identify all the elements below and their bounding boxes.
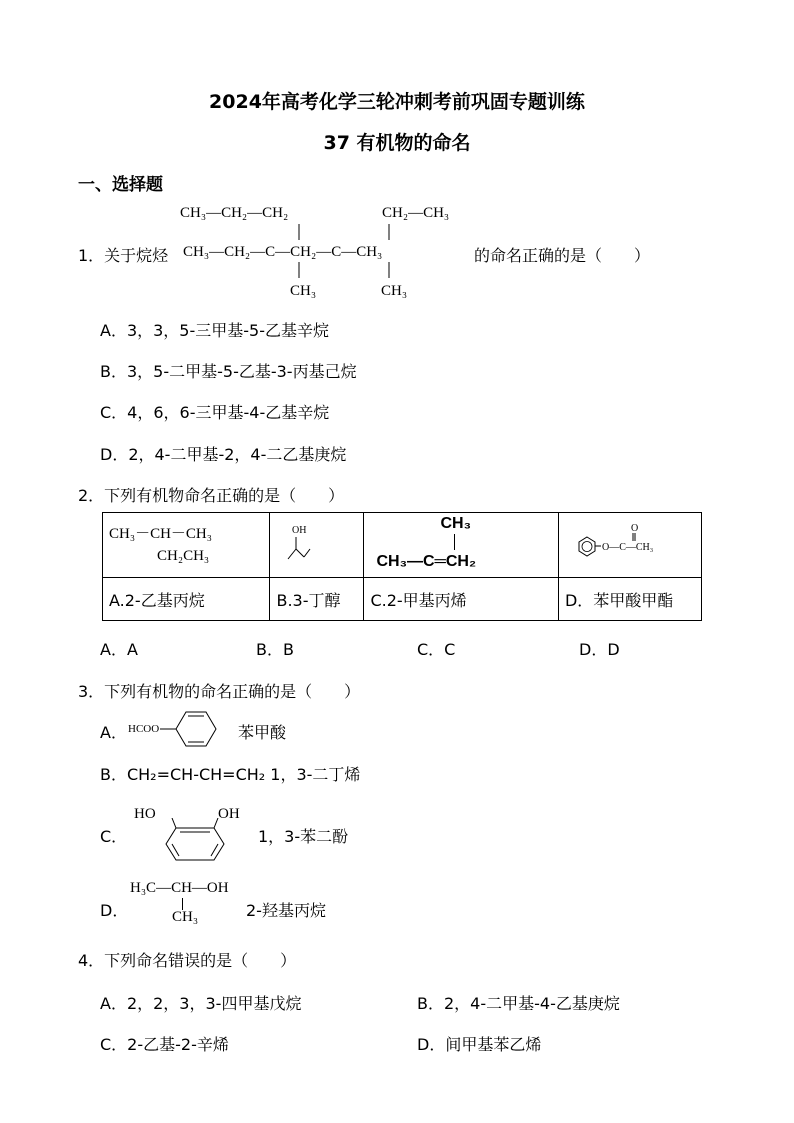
q2-c-top: CH₃ <box>440 515 471 532</box>
q4-option-b: B．2，4-二甲基-4-乙基庚烷 <box>417 994 620 1013</box>
q1-struct-main: CH₃—CH₂—C—CH₂—C—CH₃ <box>183 244 383 260</box>
q3-c-ho: HO <box>134 806 156 822</box>
q2-stem: 2．下列有机物命名正确的是（ ） <box>78 486 345 505</box>
q2-answer-b: B．B <box>256 640 294 659</box>
q2-c-bottom: CH₃—C═CH₂ <box>376 553 477 570</box>
page-subtitle: 37 有机物的命名 <box>323 132 471 154</box>
q2-a-line1: CH₃－CH－CH₃ <box>109 526 212 542</box>
q2-b-skeletal <box>276 513 356 573</box>
q2-cell-a-structure <box>103 513 270 578</box>
q4-option-a: A．2，2，3，3-四甲基戊烷 <box>100 994 302 1013</box>
q2-answer-c: C．C <box>417 640 456 659</box>
q1-struct-sub2: CH₃ <box>381 283 408 299</box>
q3-d-line1: H₃C—CH—OH <box>130 880 229 896</box>
q3-a-group: HCOO <box>128 723 160 735</box>
q3-a-benzene-ring <box>160 708 234 750</box>
q2-label-d: D．苯甲酸甲酯 <box>558 578 701 621</box>
q3-a-prefix: A． <box>100 723 127 742</box>
q2-options-table <box>102 512 702 621</box>
q2-b-oh: OH <box>292 525 307 536</box>
q2-a-line2: CH₂CH₃ <box>157 548 210 564</box>
q2-answer-d: D．D <box>579 640 620 659</box>
q3-c-benzene-ring <box>160 818 230 866</box>
q4-option-d: D．间甲基苯乙烯 <box>417 1035 542 1054</box>
q2-label-a: A.2-乙基丙烷 <box>103 578 270 621</box>
q1-struct-top-right: CH₂—CH₃ <box>382 205 450 221</box>
q3-stem: 3．下列有机物的命名正确的是（ ） <box>78 682 361 701</box>
q4-stem: 4．下列命名错误的是（ ） <box>78 951 297 970</box>
q2-cell-d-structure <box>558 513 701 578</box>
page-title: 2024年高考化学三轮冲刺考前巩固专题训练 <box>209 91 585 113</box>
q2-label-b: B.3-丁醇 <box>270 578 364 621</box>
q2-c-bond <box>454 534 455 550</box>
q3-d-line2: CH₃ <box>172 909 199 925</box>
q4-option-c: C．2-乙基-2-辛烯 <box>100 1035 229 1054</box>
q1-stem-suffix: 的命名正确的是（ ） <box>474 246 651 265</box>
q1-option-b: B．3，5-二甲基-5-乙基-3-丙基己烷 <box>100 362 357 381</box>
q3-c-name: 1，3-苯二酚 <box>258 827 349 846</box>
q3-c-oh: OH <box>218 806 240 822</box>
q3-d-name: 2-羟基丙烷 <box>246 901 326 920</box>
q2-d-o: O <box>630 523 639 534</box>
section-heading: 一、选择题 <box>78 175 163 195</box>
q1-option-a: A．3，3，5-三甲基-5-乙基辛烷 <box>100 321 329 340</box>
q2-label-c: C.2-甲基丙烯 <box>364 578 559 621</box>
q1-stem-prefix: 1．关于烷烃 <box>78 246 169 265</box>
q1-option-c: C．4，6，6-三甲基-4-乙基辛烷 <box>100 403 330 422</box>
q1-struct-top-left: CH₃—CH₂—CH₂ <box>180 205 289 221</box>
q2-cell-c-structure <box>364 513 559 578</box>
q2-d-chain: O—C—CH₃ <box>601 542 654 553</box>
q2-d-skeletal <box>565 513 695 573</box>
q2-answer-a: A．A <box>100 640 138 659</box>
q3-a-name: 苯甲酸 <box>238 723 287 742</box>
q3-d-prefix: D． <box>100 901 129 920</box>
q2-cell-b-structure <box>270 513 364 578</box>
q1-option-d: D．2，4-二甲基-2，4-二乙基庚烷 <box>100 445 347 464</box>
q3-c-prefix: C． <box>100 827 128 846</box>
q1-struct-sub1: CH₃ <box>290 283 317 299</box>
q3-b-text: B．CH₂=CH-CH=CH₂ 1，3-二丁烯 <box>100 765 361 784</box>
